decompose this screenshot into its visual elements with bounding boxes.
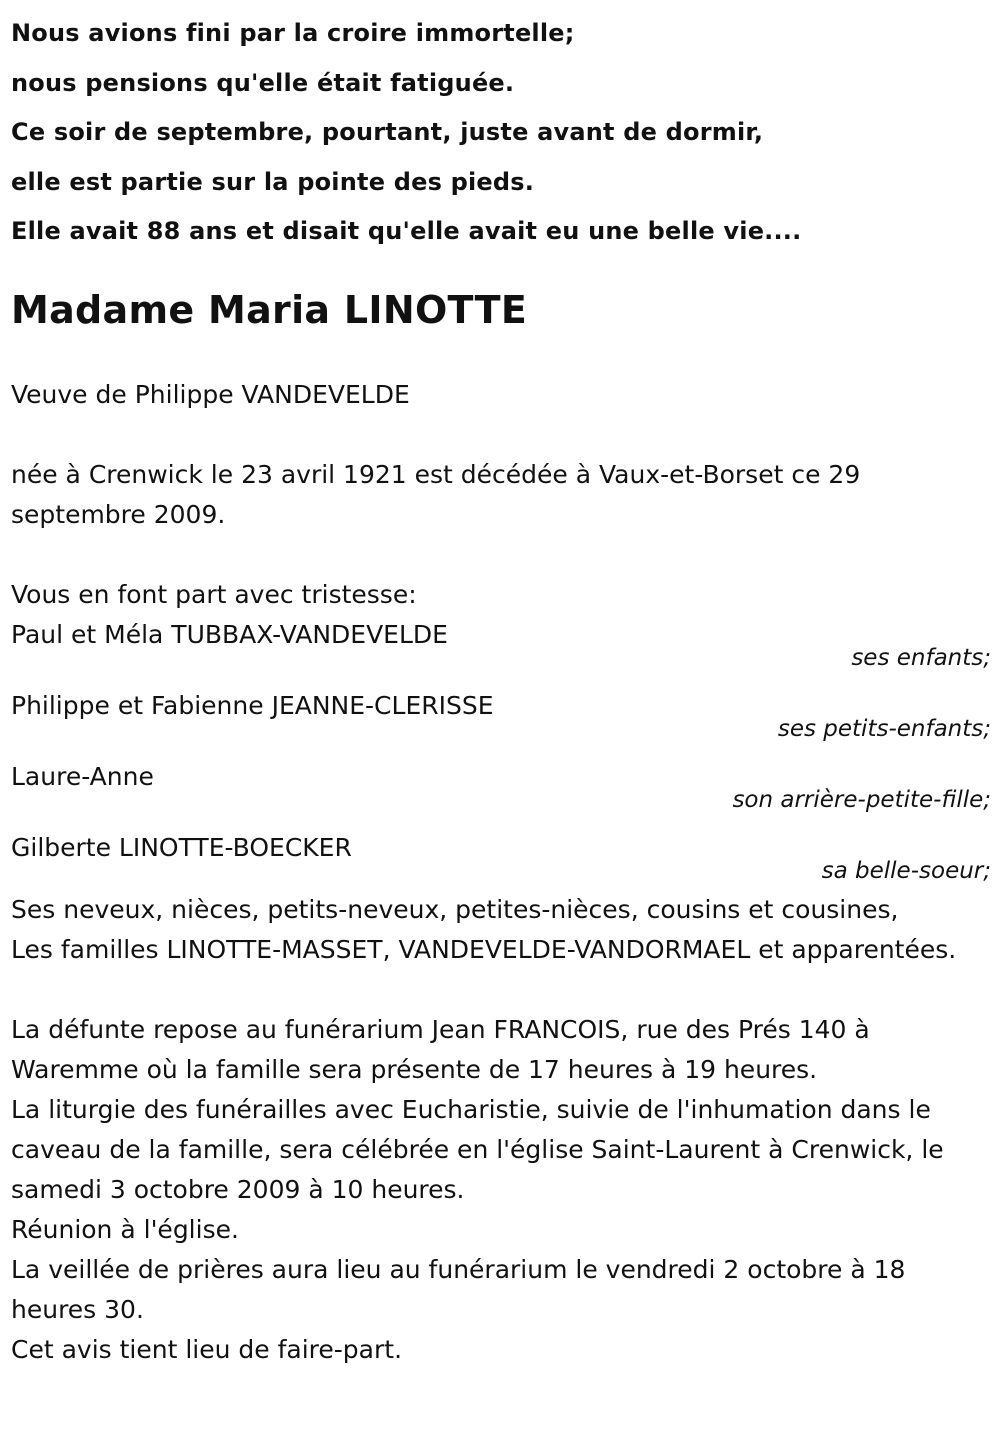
family-intro: Vous en font part avec tristesse: <box>11 579 417 609</box>
mourner-name: Philippe et Fabienne JEANNE-CLERISSE <box>11 690 494 720</box>
mourner-role: ses enfants; <box>851 644 991 671</box>
mourner-role: sa belle-soeur; <box>821 857 991 884</box>
mourner-entry <box>11 828 991 891</box>
arrangement-line: Cet avis tient lieu de faire-part. <box>11 1334 403 1364</box>
poem-line: Elle avait 88 ans et disait qu'elle avait eu une belle vie.... <box>11 217 802 245</box>
mourner-entry <box>11 615 991 678</box>
mourner-entry <box>11 686 991 749</box>
birth-death-info: née à Crenwick le 23 avril 1921 est décédée à Vaux-et-Borset ce 29 septembre 2009. <box>11 459 861 529</box>
arrangement-line: Réunion à l'église. <box>11 1214 239 1244</box>
mourner-name: Laure-Anne <box>11 761 154 791</box>
poem-line: elle est partie sur la pointe des pieds. <box>11 167 535 196</box>
arrangement-line: La liturgie des funérailles avec Eucharistie, suivie de l'inhumation dans le caveau de la famille, sera célébrée en l'église Saint-Laurent à Crenwick, le samedi 3 octobre 2009 à 10 heures. <box>11 1094 944 1204</box>
extended-family-line: Ses neveux, nièces, petits-neveux, petites-nièces, cousins et cousines, <box>11 894 899 924</box>
poem <box>11 0 991 257</box>
extended-family-line: Les familles LINOTTE-MASSET, VANDEVELDE-VANDORMAEL et apparentées. <box>11 934 957 964</box>
widow-of: Veuve de Philippe VANDEVELDE <box>11 379 410 409</box>
poem-line: nous pensions qu'elle était fatiguée. <box>11 68 515 97</box>
mourner-list <box>11 615 991 891</box>
mourner-name: Gilberte LINOTTE-BOECKER <box>11 832 352 862</box>
deceased-name: Madame Maria LINOTTE <box>11 287 528 332</box>
mourner-role: son arrière-petite-fille; <box>732 786 991 813</box>
poem-line: Ce soir de septembre, pourtant, juste avant de dormir, <box>11 118 764 146</box>
poem-line: Nous avions fini par la croire immortelle; <box>11 19 575 47</box>
mourner-name: Paul et Méla TUBBAX-VANDEVELDE <box>11 619 448 649</box>
arrangement-line: La veillée de prières aura lieu au funérarium le vendredi 2 octobre à 18 heures 30. <box>11 1254 906 1324</box>
arrangement-line: La défunte repose au funérarium Jean FRANCOIS, rue des Prés 140 à Waremme où la famille sera présente de 17 heures à 19 heures. <box>11 1014 870 1084</box>
extended-family <box>11 890 991 970</box>
mourner-entry <box>11 757 991 820</box>
funeral-arrangements <box>11 1010 991 1370</box>
mourner-role: ses petits-enfants; <box>777 715 991 742</box>
